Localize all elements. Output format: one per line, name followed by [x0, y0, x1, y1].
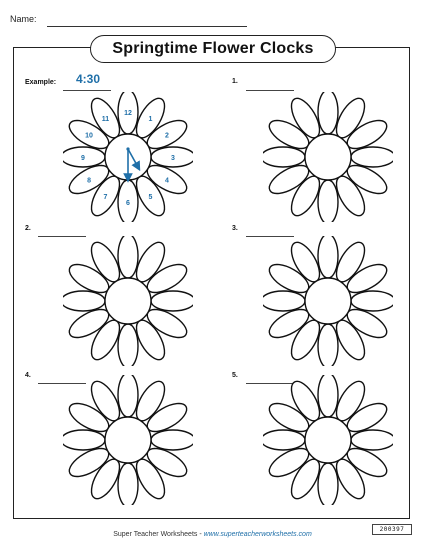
- flower-svg: [263, 92, 393, 222]
- clock-number: 2: [165, 132, 169, 140]
- problem-1-number: 1.: [232, 78, 238, 85]
- problem-1-answer-line[interactable]: [246, 90, 294, 91]
- clock-number: 11: [101, 116, 110, 124]
- petal: [351, 430, 393, 450]
- problem-2-flower-clock: [63, 236, 193, 366]
- petal: [118, 463, 138, 505]
- problem-3-flower-clock: [263, 236, 393, 366]
- problem-1-flower-clock: [263, 92, 393, 222]
- petal: [151, 291, 193, 311]
- problem-2-number: 2.: [25, 225, 31, 232]
- clock-number: 1: [148, 116, 153, 124]
- clock-number: 5: [148, 193, 153, 201]
- petal: [63, 430, 105, 450]
- clock-number: 10: [85, 132, 93, 140]
- petal: [151, 430, 193, 450]
- clock-face: [305, 417, 351, 463]
- petal: [263, 291, 305, 311]
- petal: [351, 147, 393, 167]
- footer: [0, 531, 425, 538]
- petal: [318, 236, 338, 278]
- clock-number: 7: [103, 193, 108, 201]
- clock-face: [105, 278, 151, 324]
- flower-svg: [63, 236, 193, 366]
- problem-3-number: 3.: [232, 225, 238, 232]
- clock-number: 6: [126, 200, 130, 207]
- clock-number: 9: [81, 155, 85, 162]
- problem-4-number: 4.: [25, 372, 31, 379]
- petal: [351, 291, 393, 311]
- petal: [263, 430, 305, 450]
- clock-pivot: [126, 147, 129, 150]
- clock-number: 3: [171, 155, 175, 162]
- petal: [118, 324, 138, 366]
- problem-4-flower-clock: [63, 375, 193, 505]
- example-answer-line: [63, 90, 111, 91]
- name-line: [47, 26, 247, 27]
- flower-svg: [263, 236, 393, 366]
- flower-svg: [263, 375, 393, 505]
- petal: [318, 180, 338, 222]
- petal: [318, 92, 338, 134]
- petal: [63, 291, 105, 311]
- problem-5-number: 5.: [232, 372, 238, 379]
- clock-face: [305, 278, 351, 324]
- flower-svg: [63, 375, 193, 505]
- example-flower-clock: [63, 92, 193, 222]
- petal: [118, 375, 138, 417]
- clock-face: [305, 134, 351, 180]
- clock-face: [105, 417, 151, 463]
- clock-number: 12: [124, 110, 132, 117]
- petal: [318, 324, 338, 366]
- example-answer: 4:30: [75, 72, 101, 86]
- name-label: Name:: [10, 14, 37, 24]
- petal: [318, 375, 338, 417]
- clock-number: 8: [87, 177, 91, 185]
- worksheet-title: Springtime Flower Clocks: [90, 35, 336, 63]
- worksheet-code: 200397: [372, 524, 412, 535]
- flower-svg: [63, 92, 193, 222]
- clock-number: 4: [165, 177, 169, 185]
- footer-brand: Super Teacher Worksheets -: [113, 531, 204, 538]
- petal: [263, 147, 305, 167]
- petal: [118, 236, 138, 278]
- example-label: Example:: [25, 79, 57, 86]
- footer-site-link[interactable]: www.superteacherworksheets.com: [203, 531, 312, 538]
- problem-5-flower-clock: [263, 375, 393, 505]
- petal: [318, 463, 338, 505]
